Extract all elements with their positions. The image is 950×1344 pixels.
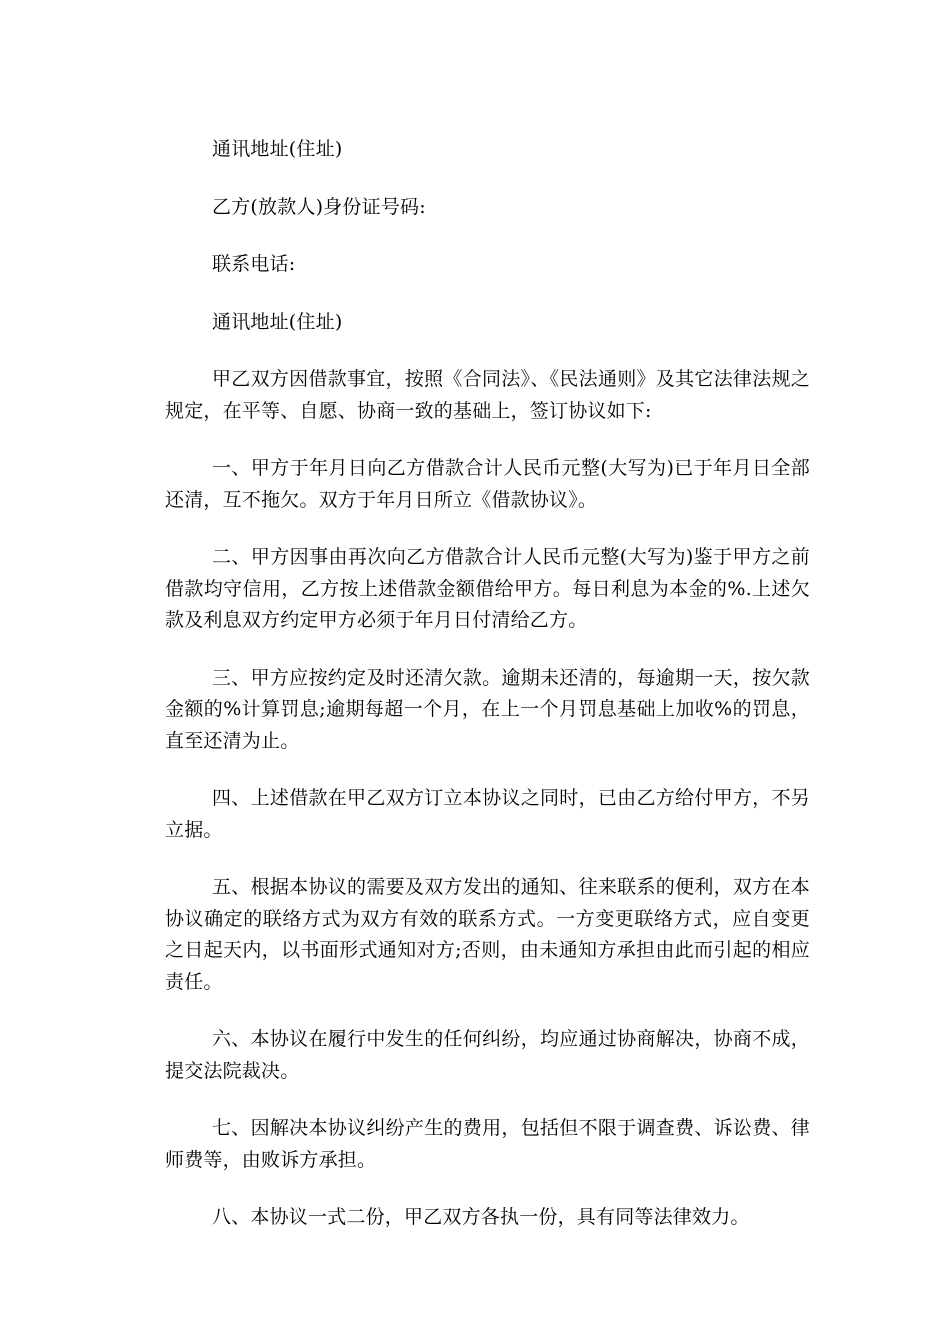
lender-id-line: 乙方(放款人)身份证号码: <box>212 195 426 218</box>
clause-5: 五、根据本协议的需要及双方发出的通知、往来联系的便利，双方在本协议确定的联络方式为双方有效的联系方式。一方变更联络方式，应自变更之日起天内，以书面形式通知对方;否则，由未通知方承担由此而引起的相应责任。 <box>165 876 810 993</box>
clause-8: 八、本协议一式二份，甲乙双方各执一份，具有同等法律效力。 <box>212 1206 750 1228</box>
document-body <box>165 134 810 1234</box>
phone-line: 联系电话: <box>212 253 296 275</box>
address-line-1: 通讯地址(住址) <box>212 138 343 160</box>
clause-1: 一、甲方于年月日向乙方借款合计人民币元整(大写为)已于年月日全部还清，互不拖欠。双方于年月日所立《借款协议》。 <box>165 457 810 511</box>
preamble-paragraph: 甲乙双方因借款事宜，按照《合同法》、《民法通则》及其它法律法规之规定，在平等、自愿、协商一致的基础上，签订协议如下: <box>165 368 810 422</box>
clause-6: 六、本协议在履行中发生的任何纠纷，均应通过协商解决，协商不成，提交法院裁决。 <box>165 1028 810 1082</box>
clause-7: 七、因解决本协议纠纷产生的费用，包括但不限于调查费、诉讼费、律师费等，由败诉方承担。 <box>165 1117 810 1171</box>
clause-3: 三、甲方应按约定及时还清欠款。逾期未还清的，每逾期一天，按欠款金额的%计算罚息;逾期每超一个月，在上一个月罚息基础上加收%的罚息，直至还清为止。 <box>165 666 810 752</box>
clause-4: 四、上述借款在甲乙双方订立本协议之同时，已由乙方给付甲方，不另立据。 <box>165 787 810 841</box>
clause-2: 二、甲方因事由再次向乙方借款合计人民币元整(大写为)鉴于甲方之前借款均守信用，乙方按上述借款金额借给甲方。每日利息为本金的%.上述欠款及利息双方约定甲方必须于年月日付清给乙方。 <box>165 546 810 631</box>
address-line-2: 通讯地址(住址) <box>212 310 343 333</box>
